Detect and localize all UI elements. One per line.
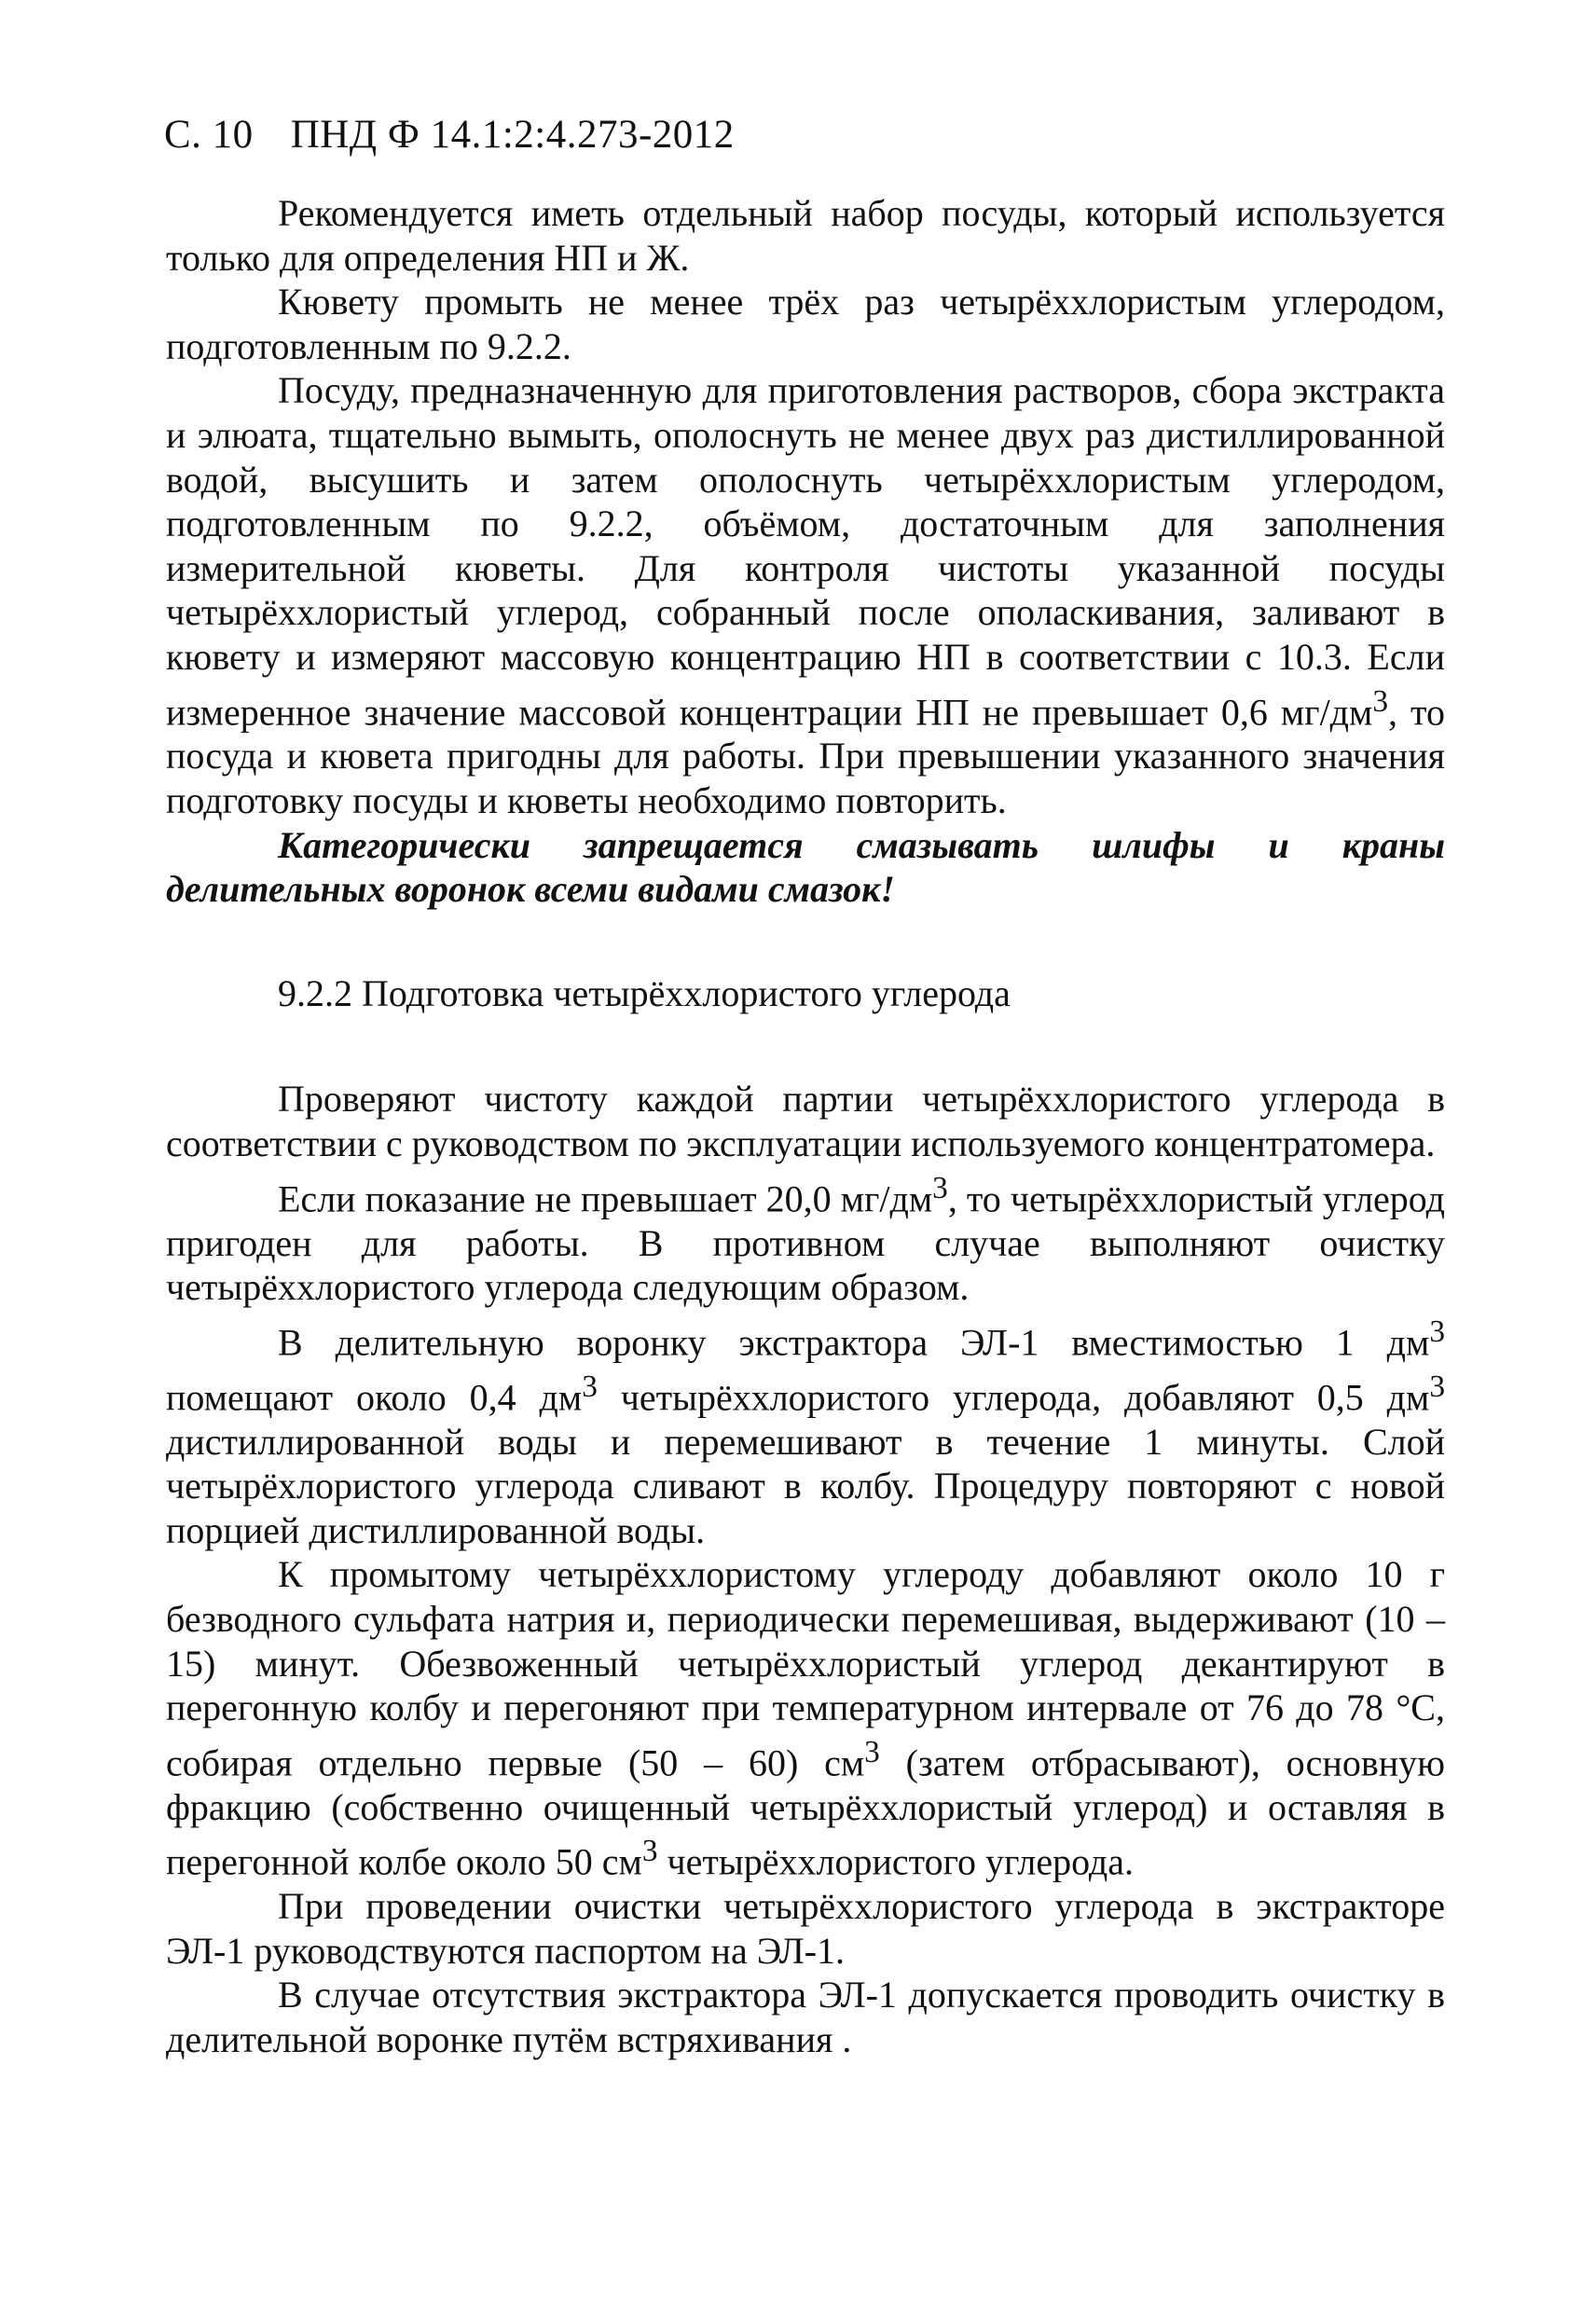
paragraph: В делительную воронку экстрактора ЭЛ-1 вместимостью 1 $дм^3$ помещают около 0,4 $дм^3$ четырёххлористого углерода, добавляют 0,5 $дм^3$ дистиллированной воды и перемешивают в течение 1 минуты. Слой четырёхлористого углерода сливают в колбу. Процедуру повторяют с новой порцией дистиллированной воды. (166, 1314, 1446, 1551)
document-code: ПНД Ф 14.1:2:4.273-2012 (290, 113, 735, 157)
paragraph: В случае отсутствия экстрактора ЭЛ-1 допускается проводить очистку в делительной воронке путём встряхивания . (166, 1974, 1445, 2060)
paragraph: Проверяют чистоту каждой партии четырёххлористого углерода в соответствии с руководством по эксплуатации используемого концентратомера. (166, 1078, 1445, 1165)
body-text (166, 191, 1445, 2062)
paragraph: Посуду, предназначенную для приготовления растворов, сбора экстракта и элюата, тщательно вымыть, ополоснуть не менее двух раз дистиллированной водой, высушить и затем ополоснуть четырёххлористым углеродом, подготовленным по 9.2.2, объёмом, достаточным для заполнения измерительной кюветы. Для контроля чистоты указанной посуды четырёххлористый углерод, собранный после ополаскивания, заливают в кювету и измеряют массовую концентрацию НП в соответствии с 10.3. Если измеренное значение массовой концентрации НП не превышает 0,6 $мг/дм^3$, то посуда и кювета пригодны для работы. При превышении указанного значения подготовку посуды и кюветы необходимо повторить. (166, 369, 1445, 822)
paragraph: Рекомендуется иметь отдельный набор посуды, который используется только для определения НП и Ж. (166, 192, 1445, 279)
paragraph: При проведении очистки четырёххлористого углерода в экстракторе ЭЛ-1 руководствуются паспортом на ЭЛ-1. (166, 1885, 1445, 1972)
section-heading: 9.2.2 Подготовка четырёххлористого углерода (278, 971, 1011, 1014)
paragraph: Если показание не превышает 20,0 $мг/дм^3$, то четырёххлористый углерод пригоден для работы. В противном случае выполняют очистку четырёххлористого углерода следующим образом. (166, 1170, 1446, 1309)
paragraph: Кювету промыть не менее трёх раз четырёххлористым углеродом, подготовленным по 9.2.2. (166, 281, 1445, 367)
page-number: С. 10 (164, 113, 254, 157)
paragraph: К промытому четырёххлористому углероду добавляют около 10 г безводного сульфата натрия и, периодически перемешивая, выдерживают (10 – 15) минут. Обезвоженный четырёххлористый углерод декантируют в перегонную колбу и перегоняют при температурном интервале от 76 до 78 °С, собирая отдельно первые (50 – 60) $см^3$ (затем отбрасывают), основную фракцию (собственно очищенный четырёххлористый углерод) и оставляя в перегонной колбе около 50 $см^3$ четырёххлористого углерода. (166, 1553, 1445, 1883)
warning-paragraph: Категорически запрещается смазывать шлифы и краны делительных воронок всеми видами смазок! (166, 823, 1445, 911)
page-header (164, 112, 735, 158)
